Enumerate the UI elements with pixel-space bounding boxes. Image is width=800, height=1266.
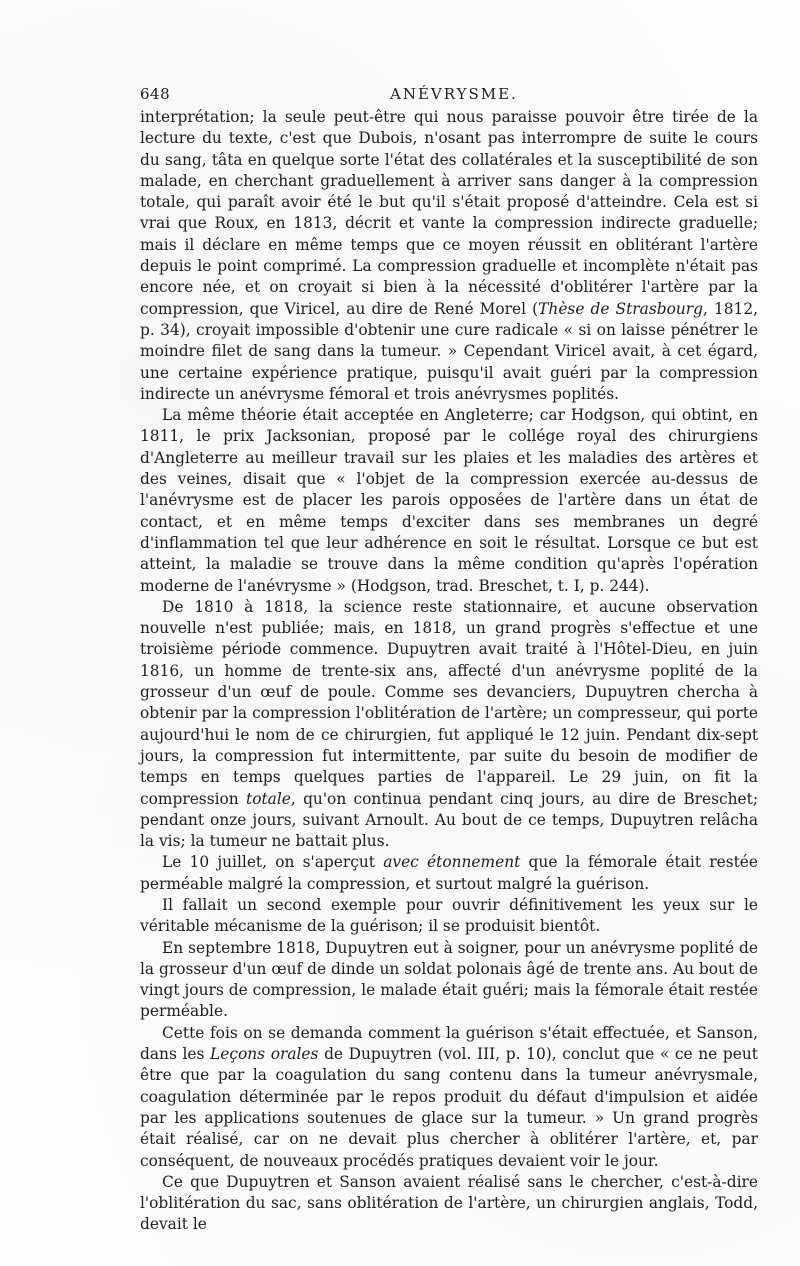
italic-text: Leçons orales	[210, 1045, 319, 1064]
paragraph	[140, 107, 758, 405]
body-text	[140, 107, 758, 1236]
italic-text: Thèse de Strasbourg	[538, 299, 703, 318]
page-header	[140, 85, 760, 109]
text-run: , qu'on continua pendant cinq jours, au dire de Breschet; pendant onze jours, suivant Arnoult. Au bout de ce temps, Dupuytren relâcha la vis; la tumeur ne battait plus.	[140, 789, 759, 851]
text-run: interprétation; la seule peut-être qui nous paraisse pouvoir être tirée de la lecture du texte, c'est que Dubois, n'osant pas interrompre de suite le cours du sang, tâta en quelque sorte l'état des collatérales et la susceptibilité de son malade, en cherchant graduellement à arriver sans danger à la compression totale, qui paraît avoir été le but qu'il s'était proposé d'atteindre. Cela est si vrai que Roux, en 1813, décrit et vante la compression indirecte graduelle; mais il déclare en même temps que ce moyen réussit en oblitérant l'artère depuis le point comprimé. La compression graduelle et incomplète n'était pas encore née, et on croyait si bien à la nécessité d'oblitérer l'artère par la compression, que Viricel, au dire de René Morel (	[140, 108, 758, 318]
text-run: La même théorie était acceptée en Angleterre; car Hodgson, qui obtint, en 1811, le prix Jacksonian, proposé par le collége royal des chirurgiens d'Angleterre au meilleur travail sur les plaies et les maladies des artères et des veines, disait que « l'objet de la compression exercée au-dessus de l'anévrysme est de placer les parois opposées de l'artère dans un état de contact, et en même temps d'exciter dans ses membranes un degré d'inflammation tel que leur adhérence en soit le résultat. Lorsque ce but est atteint, la maladie se trouve dans la même condition qu'après l'opération moderne de l'anévrysme » (Hodgson, trad. Breschet, t. I, p. 244).	[140, 406, 758, 595]
text-run: Cette fois on se demanda comment la guérison s'était effectuée, et Sanson, dans les	[140, 1023, 758, 1064]
italic-text: avec étonnement	[383, 853, 521, 872]
text-run: , 1812, p. 34), croyait impossible d'obtenir une cure radicale « si on laisse pénétrer le moindre filet de sang dans la tumeur. » Cependant Viricel avait, à cet égard, une certaine expérience pratique, puisqu'il avait guéri par la compression indirecte un anévrysme fémoral et trois anévrysmes poplités.	[140, 299, 759, 403]
text-run: En septembre 1818, Dupuytren eut à soigner, pour un anévrysme poplité de la grosseur d'un œuf de dinde un soldat polonais âgé de trente ans. Au bout de vingt jours de compression, le malade était guéri; mais la fémorale était restée perméable.	[140, 938, 758, 1021]
text-run: de Dupuytren (vol. III, p. 10), conclut que « ce ne peut être que par la coagulation du sang contenu dans la tumeur anévrysmale, coagulation déterminée par le repos produit du défaut d'impulsion et aidée par les applications soutenues de glace sur la tumeur. » Un grand progrès était réalisé, car on ne devait plus chercher à oblitérer l'artère, et, par conséquent, de nouveaux procédés pratiques devaient voir le jour.	[140, 1045, 758, 1170]
paragraph	[140, 405, 758, 597]
running-title: ANÉVRYSME.	[390, 85, 518, 103]
italic-text: totale	[246, 789, 291, 808]
paragraph	[140, 895, 758, 938]
text-run: que la fémorale était restée perméable malgré la compression, et surtout malgré la guérison.	[140, 853, 758, 893]
text-run: Le 10 juillet, on s'aperçut	[162, 853, 384, 872]
paragraph	[140, 597, 758, 853]
page-number: 648	[140, 85, 171, 103]
text-run: De 1810 à 1818, la science reste stationnaire, et aucune observation nouvelle n'est publiée; mais, en 1818, un grand progrès s'effectue et une troisième période commence. Dupuytren avait traité à l'Hôtel-Dieu, en juin 1816, un homme de trente-six ans, affecté d'un anévrysme poplité de la grosseur d'un œuf de poule. Comme ses devanciers, Dupuytren chercha à obtenir par la compression l'oblitération de l'artère; un compresseur, qui porte aujourd'hui le nom de ce chirurgien, fut appliqué le 12 juin. Pendant dix-sept jours, la compression fut intermittente, par suite du besoin de modifier de temps en temps quelques parties de l'appareil. Le 29 juin, on fit la compression	[140, 597, 758, 808]
text-run: Ce que Dupuytren et Sanson avaient réalisé sans le chercher, c'est-à-dire l'oblitération du sac, sans oblitération de l'artère, un chirurgien anglais, Todd, devait le	[140, 1172, 758, 1234]
text-run: Il fallait un second exemple pour ouvrir définitivement les yeux sur le véritable mécanisme de la guérison; il se produisit bientôt.	[140, 895, 758, 936]
paragraph	[140, 938, 758, 1023]
paragraph	[140, 852, 758, 895]
paragraph	[140, 1172, 758, 1236]
paragraph	[140, 1023, 758, 1172]
